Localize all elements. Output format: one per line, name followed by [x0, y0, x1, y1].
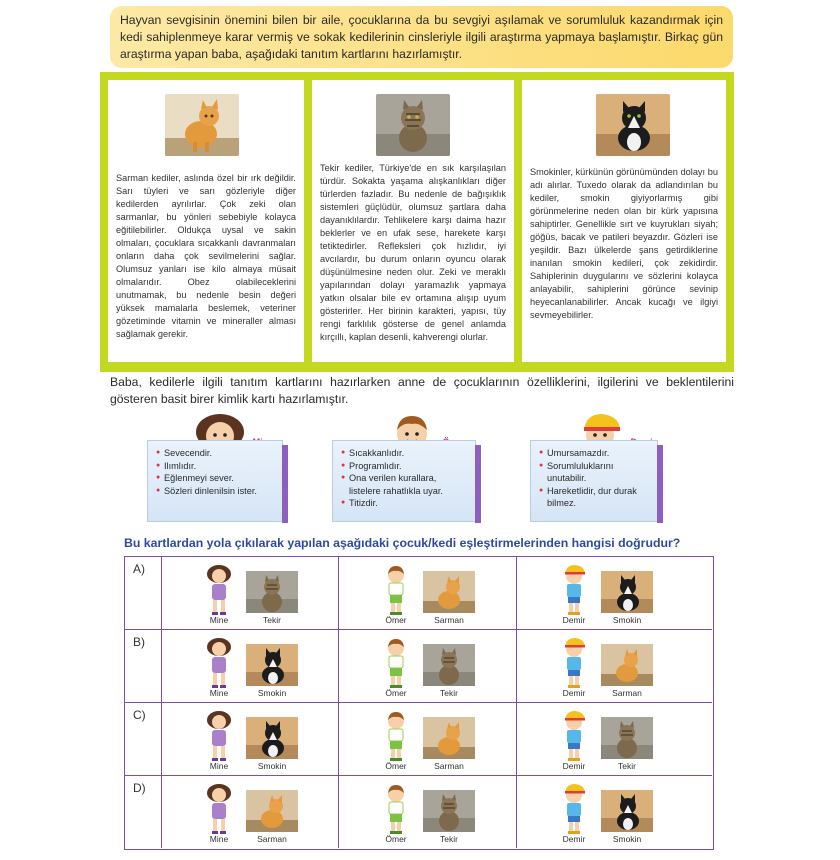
cat-photo: [246, 644, 298, 686]
cat-label: Sarman: [257, 834, 287, 844]
cat-photo: [246, 717, 298, 759]
demir-id-card: [530, 440, 658, 522]
intro-text: Hayvan sevgisinin önemini bilen bir aile, çocuklarına da bu sevgiyi aşılamak ve sorumluluk kazandırmak için kedi sahiplenmeye karar vermiş ve sokak kedilerinin cinsleriyle ilgili araştırma yapmaya başlamıştır. Birkaç gün araştırma yapan baba, aşağıdaki tanıtım kartlarını hazırlamıştır.: [110, 6, 733, 68]
kid-label: Mine: [209, 615, 229, 625]
card-edge: [657, 445, 663, 523]
kid-figure-icon: [204, 563, 234, 617]
answer-option-row[interactable]: [125, 703, 712, 776]
card-sarman: [108, 80, 304, 362]
cat-photo: [246, 571, 298, 613]
cat-label: Sarman: [434, 615, 464, 625]
pair-cell: [338, 630, 516, 702]
pair-cell: [161, 557, 338, 629]
cat-label: Smokin: [612, 615, 642, 625]
tekir-cat-photo: [376, 94, 450, 156]
trait: ● Hareketlidir, dur durak bilmez.: [539, 485, 649, 510]
cat-label: Sarman: [612, 688, 642, 698]
kid-figure-icon: [204, 782, 234, 836]
kid-figure-icon: [381, 782, 411, 836]
cat-label: Sarman: [434, 761, 464, 771]
kid-label: Demir: [562, 688, 586, 698]
answer-option-row[interactable]: [125, 557, 712, 630]
cat-label: Tekir: [263, 615, 281, 625]
pair-cell: [516, 557, 712, 629]
pair-cell: [516, 630, 712, 702]
pair-cell: [516, 703, 712, 775]
option-letter[interactable]: B): [133, 635, 145, 649]
kid-label: Ömer: [385, 761, 407, 771]
option-letter[interactable]: D): [133, 781, 146, 795]
kid-label: Demir: [562, 615, 586, 625]
cat-label: Tekir: [440, 688, 458, 698]
trait: ● Titizdir.: [341, 497, 467, 510]
card-sarman-text: Sarman kediler, aslında özel bir ırk değildir. Sarı tüyleri ve sarı gözleriyle diğer kedilerden ayrılırlar. Çok zeki olan sarmanlar, bu yönleri sebebiyle kolayca eğitilebilirler. Oldukça uysal ve sakin olmaları, çocuklara sıcakkanlı davranmaları onların daha çok sevilmelerini sağlar. Olumsuz yanları ise kilo almaya müsait olmalarıdır. Obez olabileceklerini unutmamak, bu nedenle besin değeri yüksek mamalarla beslemek, veteriner gözetiminde vitamin ve mineraller alması sağlamak gerekir.: [116, 173, 296, 339]
cat-cards-panel: [100, 72, 734, 372]
kid-label: Mine: [209, 688, 229, 698]
family-text: Baba, kedilerle ilgili tanıtım kartlarını hazırlarken anne de çocuklarının özelliklerini, ilgilerini ve beklentilerini gösteren basit birer kimlik kartı hazırlamıştır.: [110, 375, 734, 406]
pair-cell: [338, 776, 516, 848]
cat-label: Smokin: [257, 761, 287, 771]
answer-option-row[interactable]: [125, 776, 712, 849]
option-letter[interactable]: C): [133, 708, 146, 722]
cat-label: Tekir: [440, 834, 458, 844]
answer-grid: [124, 556, 714, 850]
omer-id-card: [332, 440, 476, 522]
cat-photo: [601, 644, 653, 686]
kid-label: Demir: [562, 761, 586, 771]
kid-figure-icon: [204, 709, 234, 763]
trait: ● Sorumluluklarını unutabilir.: [539, 460, 649, 485]
option-letter[interactable]: A): [133, 562, 145, 576]
kid-label: Mine: [209, 761, 229, 771]
answer-option-row[interactable]: [125, 630, 712, 703]
kid-figure-icon: [559, 563, 589, 617]
mine-id-card: [147, 440, 283, 522]
kid-figure-icon: [204, 636, 234, 690]
cat-label: Tekir: [618, 761, 636, 771]
cat-photo: [423, 790, 475, 832]
pair-cell: [161, 703, 338, 775]
cat-photo: [423, 717, 475, 759]
sarman-cat-photo: [165, 94, 239, 156]
cat-label: Smokin: [257, 688, 287, 698]
cat-photo: [246, 790, 298, 832]
trait: ● Ona verilen kurallara, listelere rahatlıkla uyar.: [341, 472, 467, 497]
trait: ● Ilımlıdır.: [156, 460, 274, 473]
trait: ● Umursamazdır.: [539, 447, 649, 460]
trait: ● Sıcakkanlıdır.: [341, 447, 467, 460]
card-tekir: [312, 80, 514, 362]
kid-label: Mine: [209, 834, 229, 844]
cat-photo: [601, 790, 653, 832]
pair-cell: [338, 703, 516, 775]
card-smokin-text: Smokinler, kürkünün görünümünden dolayı bu adı alırlar. Tuxedo olarak da adlandırılan bu kediler, smokin giyiyorlarmış gibi görünmelerine neden olan bir kürk yapısına sahiptirler. Genellikle sırt ve kuyrukları siyah; göğüs, bacak ve patileri beyazdır. Gözleri ise yeşildir. Bazı ülkelerde şans getirdiklerine inanılan smokin kedileri, çok zekidirdir. Sahiplerinin duygularını ve sözlerini kolayca anlayabilir, sahiplerini görünce sevinip heyecanlanabilirler. Ancak kucağı ve ilgiyi sevmeyebilirler.: [530, 167, 718, 320]
card-edge: [475, 445, 481, 523]
trait: ● Sözleri dinlenilsin ister.: [156, 485, 274, 498]
pair-cell: [161, 630, 338, 702]
kid-label: Ömer: [385, 615, 407, 625]
question-text: Bu kartlardan yola çıkılarak yapılan aşağıdaki çocuk/kedi eşleştirmelerinden hangisi doğrudur?: [124, 536, 681, 550]
pair-cell: [161, 776, 338, 848]
card-tekir-text: Tekir kediler, Türkiye'de en sık karşılaşılan türdür. Sokakta yaşama alışkanlıkları diğer türlerden fazladır. Bu nedenle de bağışıklık sistemleri güçlüdür, olumsuz şartlara daha dayanıklılardır. Tehlikelere karşı daima hazır beklerler ve en ufak sese, harekete karşı tetiktedirler. Refleksleri çok hızlıdır, iyi avcılardır, bu durum onların oyuncu olarak düşünülmesine neden olur. Zeki ve meraklı yapılarından dolayı yaramazlık yapmaya yatkın olsalar bile ev ortamına alışıp uyum gösterirler. Her birinin karakteri, yapısı, tüy rengi farklılık gösterse de genel anlamda kırçıllı, kaplan desenli, kahverengi olurlar.: [320, 163, 506, 342]
smokin-cat-photo: [596, 94, 670, 156]
cat-label: Smokin: [612, 834, 642, 844]
card-smokin: [522, 80, 726, 362]
kid-figure-icon: [381, 709, 411, 763]
trait: ● Sevecendir.: [156, 447, 274, 460]
cat-photo: [423, 571, 475, 613]
pair-cell: [338, 557, 516, 629]
cat-photo: [601, 571, 653, 613]
cat-photo: [601, 717, 653, 759]
kid-label: Demir: [562, 834, 586, 844]
trait: ● Eğlenmeyi sever.: [156, 472, 274, 485]
kid-figure-icon: [559, 636, 589, 690]
kid-figure-icon: [381, 636, 411, 690]
kid-figure-icon: [559, 709, 589, 763]
cat-photo: [423, 644, 475, 686]
card-edge: [282, 445, 288, 523]
pair-cell: [516, 776, 712, 848]
kid-label: Ömer: [385, 688, 407, 698]
kid-figure-icon: [381, 563, 411, 617]
kid-label: Ömer: [385, 834, 407, 844]
trait: ● Programlıdır.: [341, 460, 467, 473]
kid-figure-icon: [559, 782, 589, 836]
